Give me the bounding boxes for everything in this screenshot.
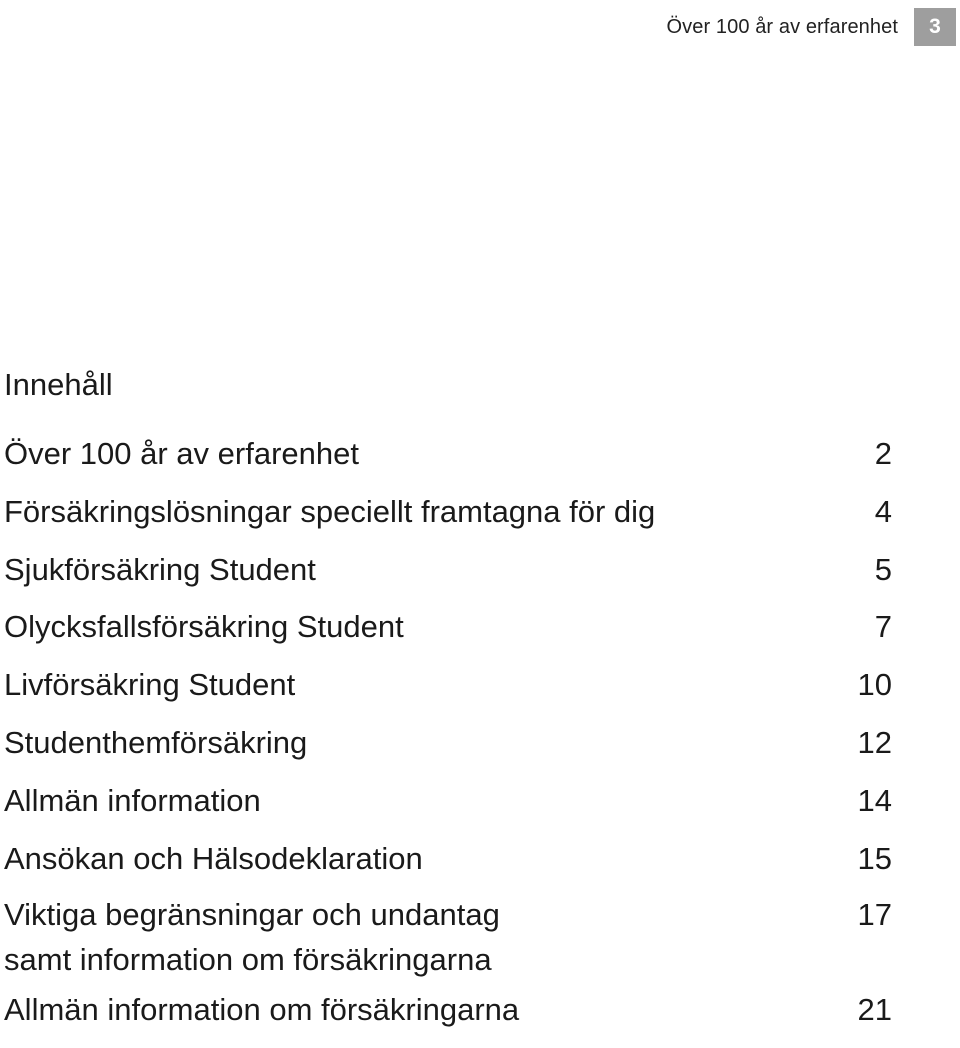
toc-heading: Innehåll bbox=[4, 367, 113, 402]
toc-entry-title: Studenthemförsäkring bbox=[4, 724, 308, 760]
toc-entry-title: Allmän information om försäkringarna bbox=[4, 992, 520, 1028]
toc-entry-title: Viktiga begränsningar och undantag samt information om försäkringarna bbox=[4, 897, 500, 978]
toc-entry-page: 5 bbox=[874, 551, 892, 587]
running-header bbox=[666, 8, 956, 46]
toc-list bbox=[4, 434, 892, 1030]
toc-entry[interactable] bbox=[4, 723, 892, 763]
toc-entry-page: 7 bbox=[874, 609, 892, 645]
toc-entry-title: Sjukförsäkring Student bbox=[4, 551, 316, 587]
toc-entry[interactable] bbox=[4, 839, 892, 879]
toc-entry[interactable] bbox=[4, 781, 892, 821]
toc-entry[interactable] bbox=[4, 665, 892, 705]
toc-entry[interactable] bbox=[4, 492, 892, 532]
toc-entry-page: 15 bbox=[857, 840, 892, 876]
toc-entry-title: Över 100 år av erfarenhet bbox=[4, 436, 359, 471]
toc-entry-title: Olycksfallsförsäkring Student bbox=[4, 609, 404, 645]
toc-entry-title: Försäkringslösningar speciellt framtagna för dig bbox=[4, 493, 656, 529]
toc-entry-title: Livförsäkring Student bbox=[4, 667, 296, 703]
toc-entry[interactable] bbox=[4, 990, 892, 1030]
toc-entry[interactable] bbox=[4, 892, 892, 982]
toc-entry[interactable] bbox=[4, 607, 892, 647]
toc-entry-page: 21 bbox=[857, 992, 892, 1028]
toc-entry-page: 2 bbox=[874, 436, 892, 471]
toc-entry[interactable] bbox=[4, 434, 892, 474]
toc-entry-title: Ansökan och Hälsodeklaration bbox=[4, 840, 423, 876]
toc-entry-page: 4 bbox=[874, 493, 892, 529]
running-header-title: Över 100 år av erfarenhet bbox=[666, 15, 898, 38]
table-of-contents bbox=[4, 364, 892, 1048]
toc-entry-page: 12 bbox=[857, 724, 892, 760]
toc-entry-page: 14 bbox=[857, 782, 892, 818]
toc-entry-page: 10 bbox=[857, 667, 892, 703]
toc-entry[interactable] bbox=[4, 550, 892, 590]
page-number-badge: 3 bbox=[914, 8, 956, 46]
toc-entry-title: Allmän information bbox=[4, 782, 261, 818]
toc-entry-page: 17 bbox=[857, 897, 892, 933]
